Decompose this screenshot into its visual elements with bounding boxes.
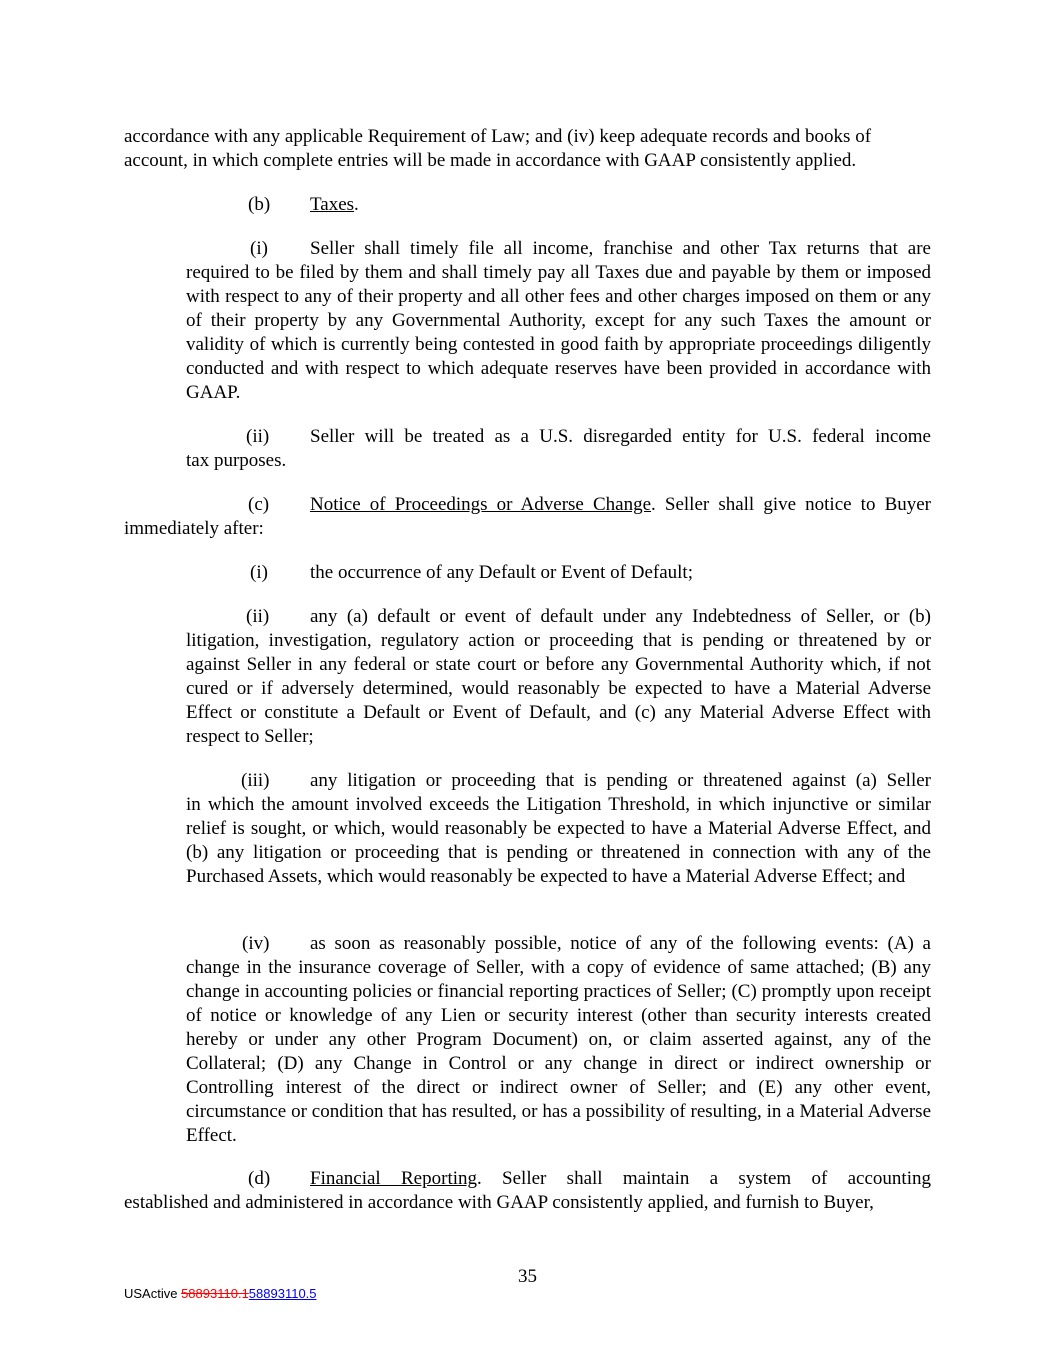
section-c-iv-body: change in the insurance coverage of Seller, with a copy of evidence of same attached; (B) any change in accounting policies or financial reporting practices of Seller; (C) promptly upon receipt of notice or knowledge of any Lien or security interest (other than security interests created hereby or under any other Program Document) on, or claim asserted against, any of the Collateral; (D) any Change in Control or any change in direct or indirect ownership or Controlling interest of the direct or indirect owner of Seller; and (E) any other event, circumstance or condition that has resulted, or has a possibility of resulting, in a Material Adverse Effect. (186, 957, 931, 1146)
section-b-label: (b) (248, 194, 271, 215)
section-b-i-body: required to be filed by them and shall timely pay all Taxes due and payable by them or imposed with respect to any of their property and all other fees and other charges imposed on them or any of their property by any Governmental Authority, except for any such Taxes the amount or validity of which is currently being contested in good faith by appropriate proceedings diligently conducted and with respect to which adequate reserves have been provided in accordance with GAAP. (186, 262, 931, 403)
section-b-ii-body: tax purposes. (186, 450, 287, 471)
section-b-i-label: (i) (250, 238, 268, 259)
section-c-ii-body: litigation, investigation, regulatory action or proceeding that is pending or threatened by or against Seller in any federal or state court or before any Governmental Authority which, if not cured or if adversely determined, would reasonably be expected to have a Material Adverse Effect or constitute a Default or Event of Default, and (c) any Material Adverse Effect with respect to Seller; (186, 630, 931, 747)
section-c-iii-body: in which the amount involved exceeds the Litigation Threshold, in which injunctive or similar relief is sought, or which, would reasonably be expected to have a Material Adverse Effect, and (b) any litigation or proceeding that is pending or threatened in connection with any of the Purchased Assets, which would reasonably be expected to have a Material Adverse Effect; and (186, 794, 931, 887)
section-c-ii-label: (ii) (246, 606, 270, 627)
section-d-first-line (248, 1167, 931, 1191)
section-c-iii-label: (iii) (241, 770, 270, 791)
footer-deleted-id: 58893110.1 (181, 1286, 249, 1301)
section-b-title: Taxes (310, 194, 355, 215)
section-c-iv-first-text: as soon as reasonably possible, notice of any of the following events: (A) a (310, 933, 931, 954)
section-d-body: established and administered in accordance with GAAP consistently applied, and furnish to Buyer, (124, 1192, 874, 1213)
section-b-ii-label: (ii) (246, 426, 270, 447)
intro-line-2: account, in which complete entries will be made in accordance with GAAP consistently applied. (124, 150, 857, 171)
intro-line-1: accordance with any applicable Requirement of Law; and (iv) keep adequate records and books of (124, 126, 872, 147)
section-c-i-text: the occurrence of any Default or Event of Default; (310, 562, 693, 583)
section-c-ii-first-line (246, 605, 931, 629)
section-b-i-first-line (250, 237, 931, 261)
section-c-i-line (250, 561, 693, 585)
section-c-title: Notice of Proceedings or Adverse Change (310, 494, 652, 515)
section-b-title-period: . (354, 194, 359, 215)
section-c-first-tail: . Seller shall give notice to Buyer (651, 494, 931, 515)
section-c-i-label: (i) (250, 562, 268, 583)
footer-prefix: USActive (124, 1286, 182, 1301)
section-c-iv-first-line (242, 932, 931, 956)
section-c-first-line (248, 493, 931, 517)
section-c-body: immediately after: (124, 518, 264, 539)
section-b-ii-first-text: Seller will be treated as a U.S. disregarded entity for U.S. federal income (310, 426, 931, 447)
section-c-ii-first-text: any (a) default or event of default under any Indebtedness of Seller, or (b) (310, 606, 931, 627)
section-d-label: (d) (248, 1168, 271, 1189)
section-c-iii-first-line (241, 769, 931, 793)
section-b-ii-first-line (246, 425, 931, 449)
section-c-label: (c) (248, 494, 270, 515)
section-d-first-tail: . Seller shall maintain a system of accounting (477, 1168, 931, 1189)
section-b-i-first-text: Seller shall timely file all income, franchise and other Tax returns that are (310, 238, 931, 259)
footer-document-id (124, 1286, 317, 1302)
section-b-heading (248, 193, 359, 217)
section-c-iv-label: (iv) (242, 933, 270, 954)
page-number: 35 (518, 1266, 537, 1287)
section-c-iii-first-text: any litigation or proceeding that is pending or threatened against (a) Seller (310, 770, 931, 791)
section-d-title: Financial Reporting (310, 1168, 477, 1189)
footer-inserted-id: 58893110.5 (248, 1286, 317, 1301)
